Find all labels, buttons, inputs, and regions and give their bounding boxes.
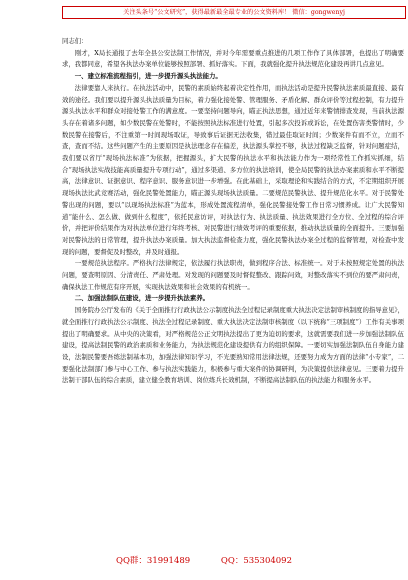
salutation: 同志们：	[62, 37, 88, 45]
paragraph-section-2: 国务院办公厅发布的《关于全面推行行政执法公示制度执法全过程记录制度重大执法决定法制审核制度的指导意见》，就全面推行行政执法公示制度、执法全过程记录制度、重大执法决定法制审核制度（以下统称“三项制度”）工作有关事项提出了明确要求。从中央的决策看，对严格规范公正文明执法提出了更为迫切的要求，这就需要我们进一步加强法制队伍建设，提高法制民警的政治素质和业务能力，为执法规范化建设提供有力的组织保障。一要切实加强法制队伍自身能力建设，法制民警要吾练法制基本功，加强法律知识学习，不光要熟知常用法律法规，还要努力成为方面的法律“小专家”，二要强化法制部门参与中心工作、参与执法实践能力，积极参与重大案件的协调研判，为决策提供法律意见。三要着力提升法制干部队伍的综合素质，建立健全教育培训、岗位练兵长效机制，不断提高法制队伍的执法能力和服务水平。	[62, 306, 404, 385]
paragraph-section-1b: 一要规范执法程序。严格执行法律规定，依法履行执法职责，做到程序合法、标准统一。对于未按照规定处置的执法问题，要查明原因、分清责任、严肃处理。对发现的问题要及时督促整改、跟踪问效，对整改落实不到位的要严肃问责，确保执法工作规范有序开展，实现执法效果和社会效果的有机统一。	[62, 259, 404, 291]
section-heading-2: 二、加强法制队伍建设，进一步提升执法素养。	[74, 294, 209, 303]
footer-qq-group: QQ群：31991489	[115, 556, 191, 566]
footer-qq: QQ：535304092	[220, 556, 292, 566]
document-body	[62, 36, 404, 387]
header-banner: 关注头条号“公文研究”，获得最新最全最专业的公文资料库！ 微信：gongwenyj	[62, 6, 406, 19]
paragraph-intro: 刚才，X局长通报了去年全县公安法制工作情况，并对今年需要重点推进的几项工作作了具体部署，也提出了明确要求，我都同意，希望各执法办案单位能够按照部署、抓好落实。下面，我就强化提升执法规范化建设再讲几点意见。	[62, 48, 404, 69]
section-heading-1: 一、建立标准流程指引，进一步提升源头执法能力。	[74, 72, 222, 81]
footer-contact	[0, 554, 408, 566]
paragraph-section-1: 法律要靠人来执行。在执法活动中，民警的素质始终起着决定性作用，而执法活动是提升民警执法素质最直接、最有效的途径。我们要以提升源头执法质量为目标，着力强化接处警、管理服务、矛盾化解、群众评价等过程控制，有力提升源头执法水平和群众对接处警工作的满意度。一要坚持问题导向，瞄正执法思想，通过近年来警情排查发现，当前执法源头存在着诸多问题，如少数民警在处警时，不能按照执法标准进行处置，引起多次投诉或诉讼，在处置伤害类警情时，少数民警在接警后，不注重第一时间现场取证，导致事后证据无法收集，错过最佳取证时间；少数案件有而不立，立而不查，查而不结。这些问题产生的主要原因是执法理念存在偏差，执法源头掌控不够，执法过程缺乏监督，针对问题症结，我们要以省厅“现场执法标准”为依据，把握源头，扩大民警的执法水平和执法能力作为一项经常性工作抓实抓细，结合“现场执法实战技能高质量提升专项行动”，通过多渠道、多方位的执法培训，使全局民警的执法办案素质和水平不断提高，法律意识、证据意识、程序意识、服务意识进一步增强。在此基础上，采取理论和实践结合的方式，不定期组织开展现场执法比武竞赛活动，强化民警处置能力，瞄正源头现场执法质量。二要规范民警执法、提升规范化水平。对于民警处警出现的问题，要以“以现场执法标准”为蓝本，形成处置流程清单，强化民警接处警工作日常习惯养成。让广大民警知道“能什么、怎么做、做到什么程度”，依托民意访评，对执法行为、执法质量、执法效果进行全方位、全过程的综合评价，并把评价结果作为对执法单位进行年终考核、对民警进行绩效考评的重要依据，推动执法质量的全面提升。三要加强对民警执法的日常管理，提升执法办案质量。加大执法监督检查力度，强化民警执法办案全过程的监督管理，对检查中发现的问题，要督促及时整改，并及时通报。	[62, 83, 404, 256]
